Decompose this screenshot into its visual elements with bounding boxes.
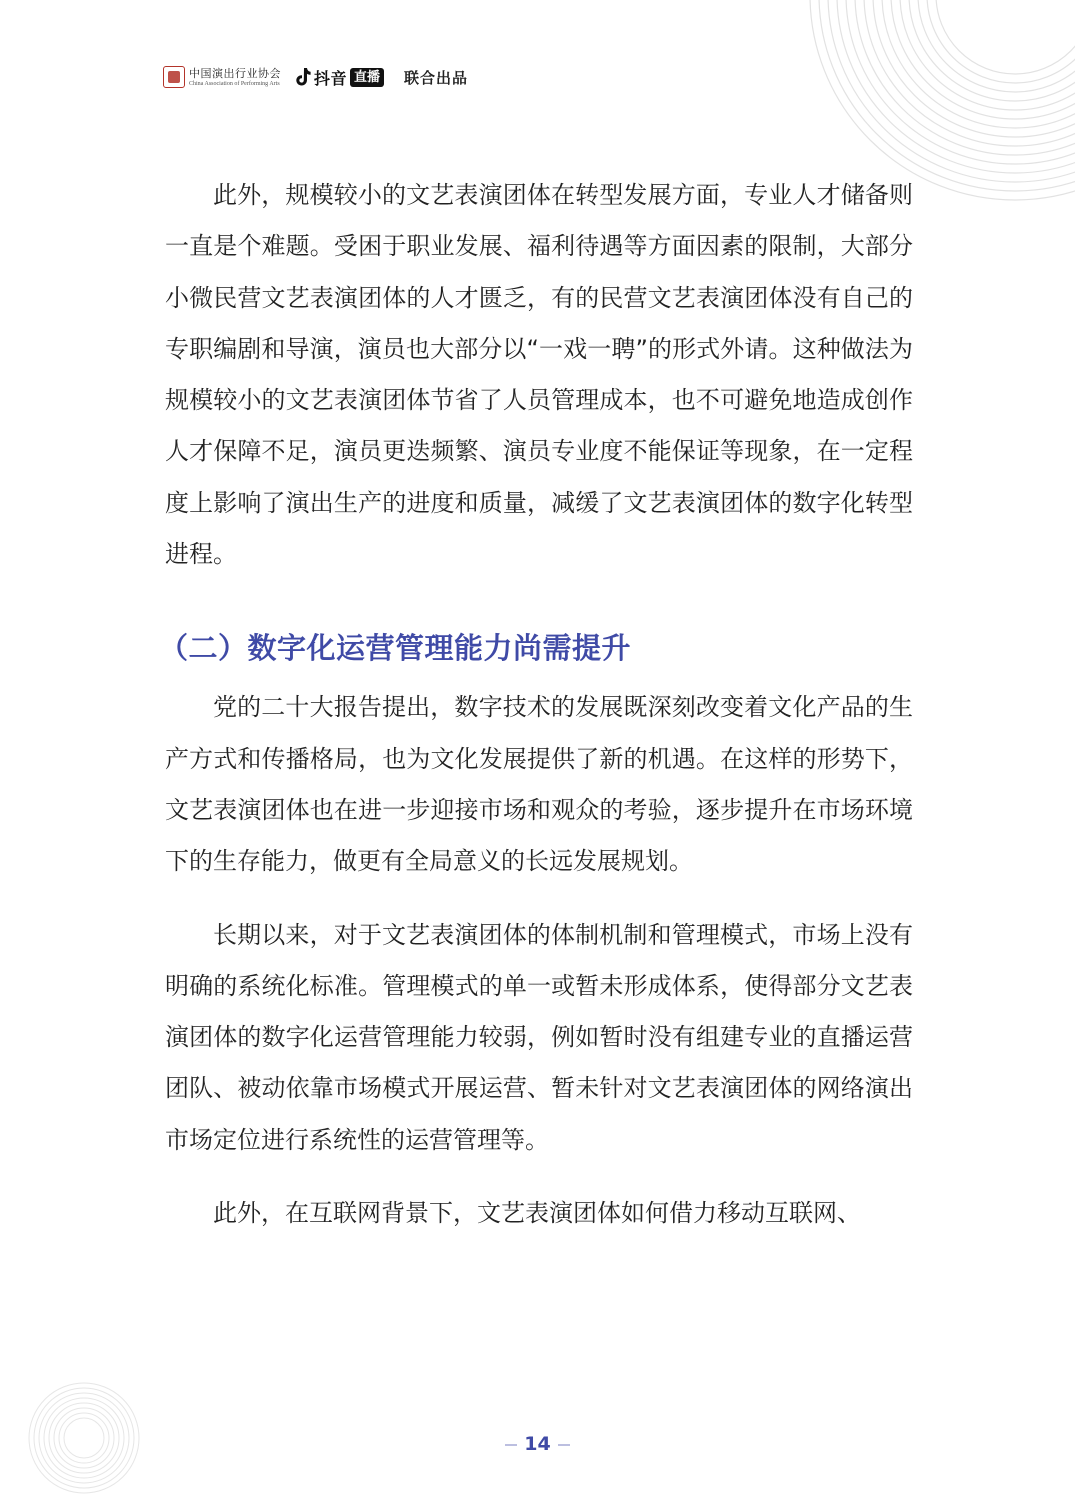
- body-paragraph: 党的二十大报告提出，数字技术的发展既深刻改变着文化产品的生产方式和传播格局，也为文化发展提供了新的机遇。在这样的形势下，文艺表演团体也在进一步迎接市场和观众的考验，逐步提升在市场环境下的生存能力，做更有全局意义的长远发展规划。: [165, 693, 913, 876]
- page-number-dash-right: [558, 1444, 570, 1446]
- body-paragraph: 长期以来，对于文艺表演团体的体制机制和管理模式，市场上没有明确的系统化标准。管理模式的单一或暂未形成体系，使得部分文艺表演团体的数字化运营管理能力较弱，例如暂时没有组建专业的直播运营团队、被动依靠市场模式开展运营、暂未针对文艺表演团体的网络演出市场定位进行系统性的运营管理等。: [165, 920, 913, 1154]
- page-number-value: 14: [524, 1433, 551, 1455]
- cpaa-seal-icon: [163, 66, 185, 88]
- cpaa-logo: [163, 66, 281, 88]
- body-paragraph: 此外，在互联网背景下，文艺表演团体如何借力移动互联网、: [213, 1199, 861, 1228]
- coproduce-label: 联合出品: [404, 68, 469, 87]
- page-number: [0, 1429, 1075, 1459]
- cpaa-name-en: China Association of Performing Arts: [189, 80, 280, 87]
- page-header: [163, 62, 468, 92]
- page-content: [159, 170, 913, 1239]
- section-heading: （二）数字化运营管理能力尚需提升: [159, 631, 632, 666]
- douyin-live-logo: [295, 66, 384, 89]
- douyin-note-icon: [295, 67, 311, 87]
- body-paragraph: 此外，规模较小的文艺表演团体在转型发展方面，专业人才储备则一直是个难题。受困于职业发展、福利待遇等方面因素的限制，大部分小微民营文艺表演团体的人才匮乏，有的民营文艺表演团体没有自己的专职编剧和导演，演员也大部分以“一戏一聘”的形式外请。这种做法为规模较小的文艺表演团体节省了人员管理成本，也不可避免地造成创作人才保障不足，演员更迭频繁、演员专业度不能保证等现象，在一定程度上影响了演出生产的进度和质量，减缓了文艺表演团体的数字化转型进程。: [165, 181, 913, 569]
- cpaa-name-cn: 中国演出行业协会: [189, 66, 281, 80]
- live-badge: 直播: [350, 68, 384, 87]
- douyin-name: 抖音: [314, 68, 348, 88]
- page-number-dash-left: [505, 1444, 517, 1446]
